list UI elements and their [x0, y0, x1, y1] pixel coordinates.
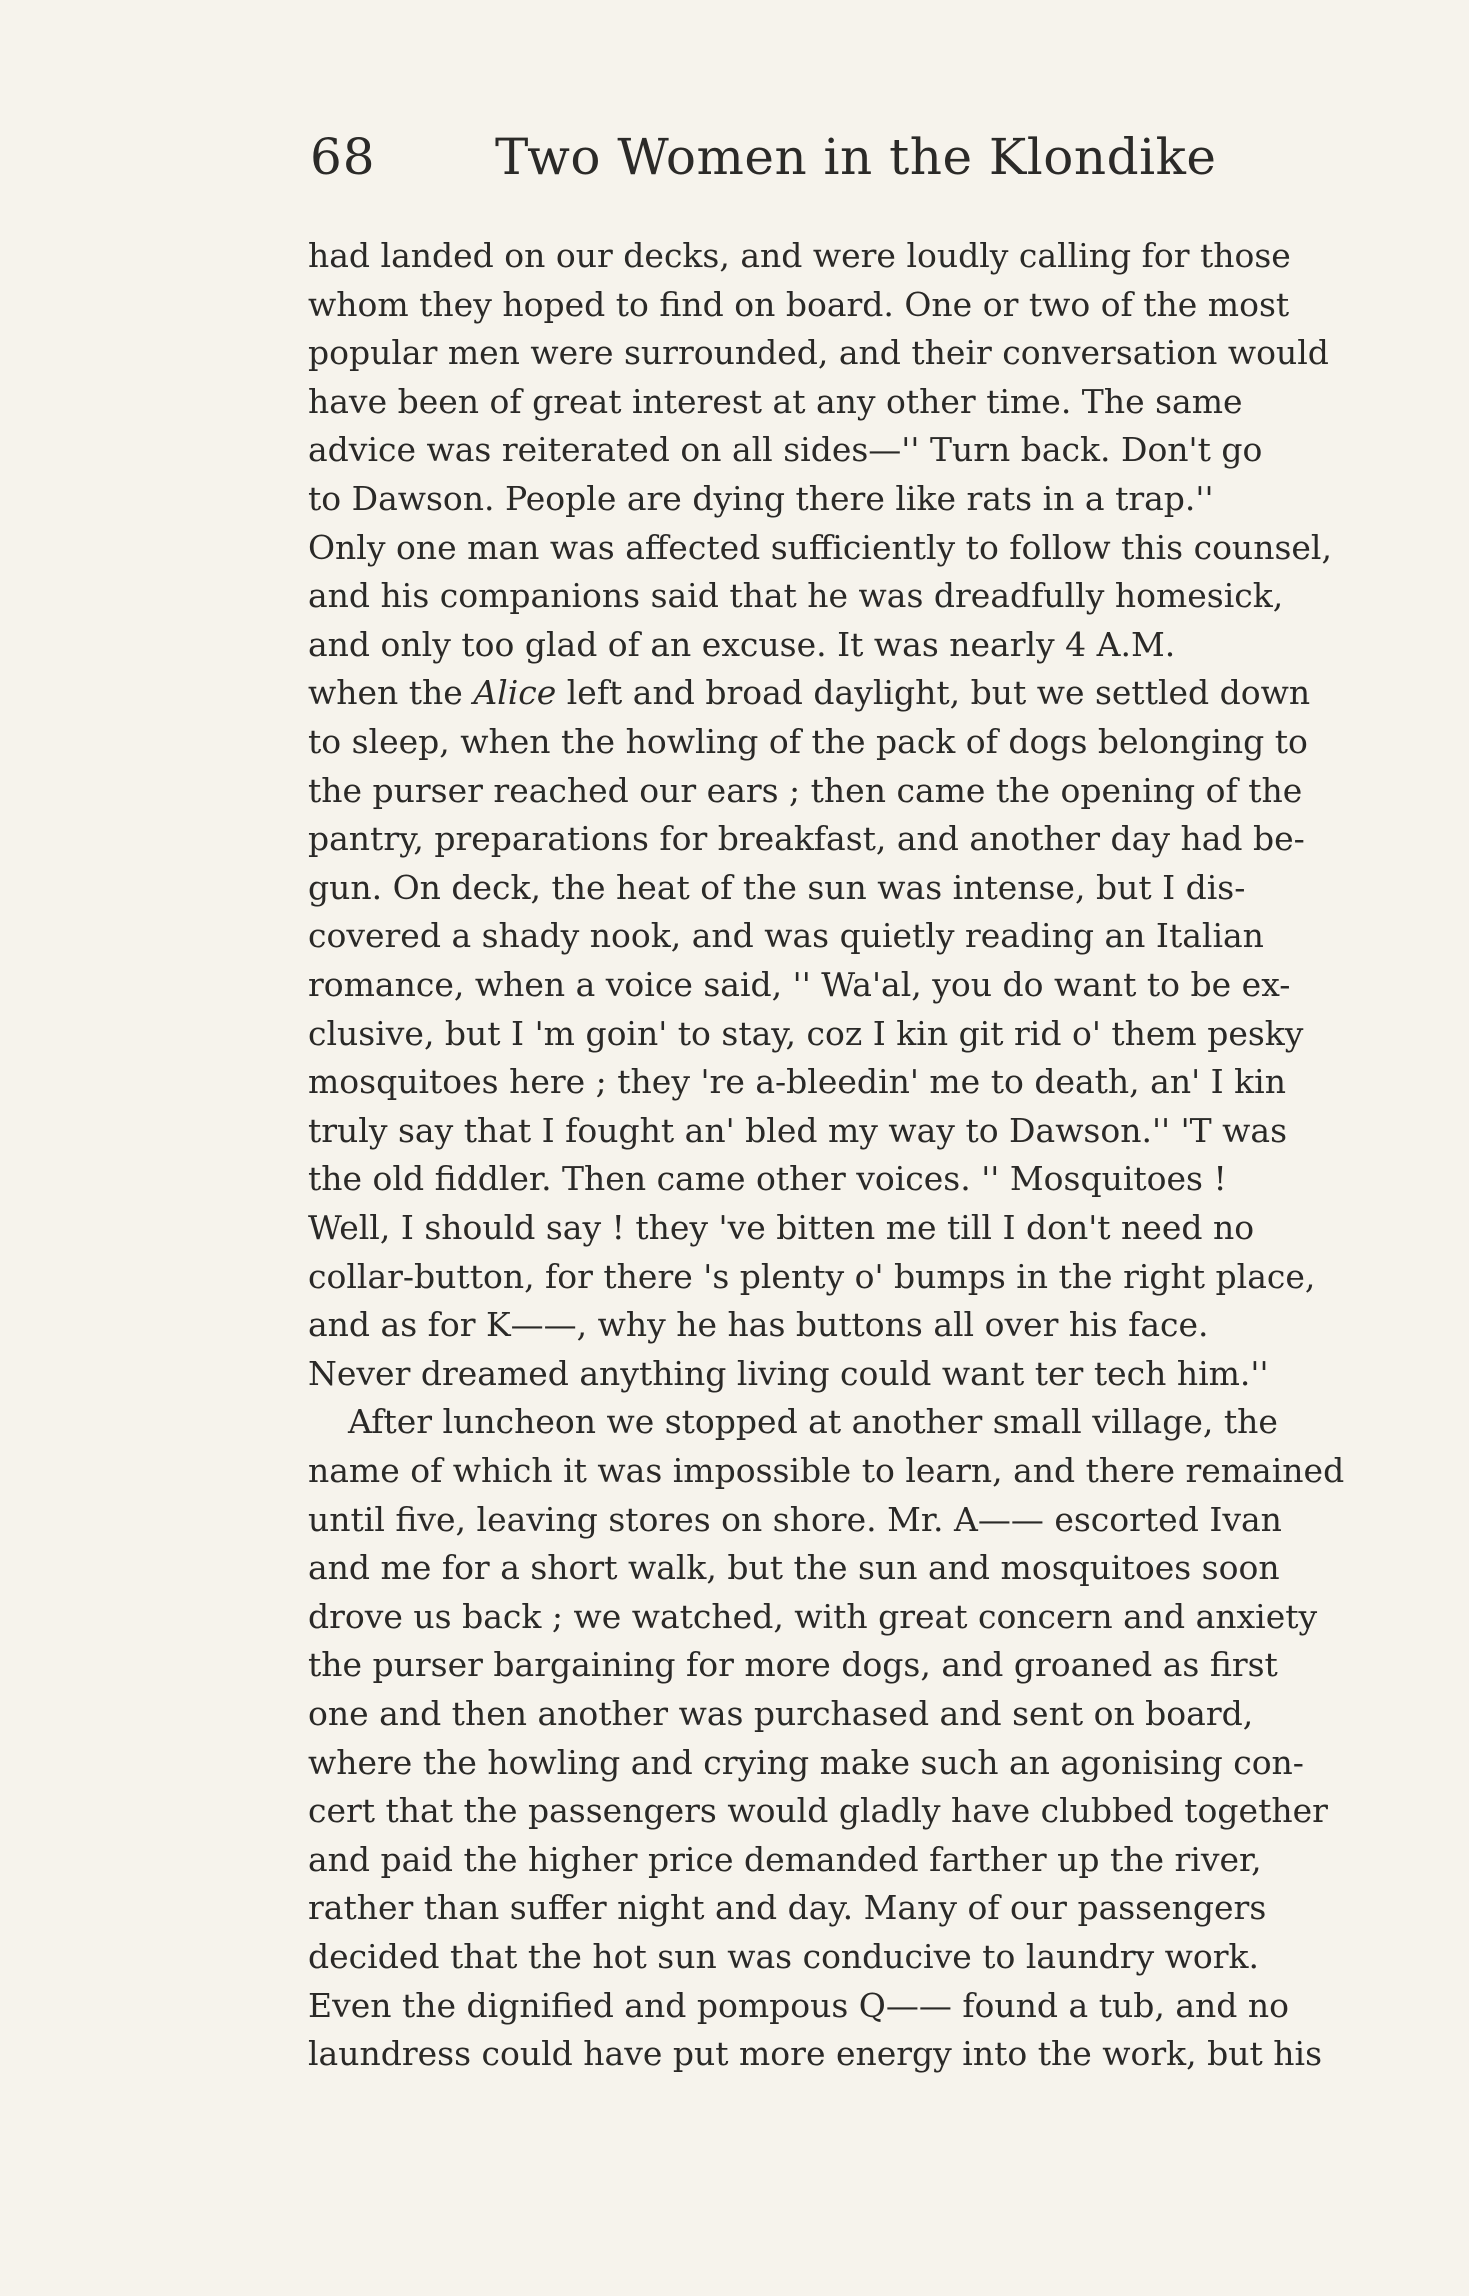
text-line: popular men were surrounded, and their conversation would: [308, 333, 1329, 373]
text-line: and me for a short walk, but the sun and mosquitoes soon: [308, 1548, 1280, 1588]
text-line: mosquitoes here ; they 're a-bleedin' me to death, an' I kin: [308, 1062, 1286, 1102]
text-line: truly say that I fought an' bled my way to Dawson.'' 'T was: [308, 1110, 1288, 1150]
book-title: Two Women in the Klondike: [495, 128, 1217, 186]
text-line: until five, leaving stores on shore. Mr. A—— escorted Ivan: [308, 1499, 1282, 1539]
text-line: and as for K——, why he has buttons all over his face.: [308, 1305, 1209, 1345]
text-line: and only too glad of an excuse. It was nearly 4 A.M.: [308, 624, 1176, 664]
text-line: pantry, preparations for breakfast, and another day had be-: [308, 819, 1305, 859]
text-line: advice was reiterated on all sides—'' Turn back. Don't go: [308, 430, 1263, 470]
text-line: Even the dignified and pompous Q—— found a tub, and no: [308, 1985, 1289, 2025]
text-line: name of which it was impossible to learn, and there remained: [308, 1451, 1345, 1490]
text-line: the purser reached our ears ; then came the opening of the: [308, 770, 1303, 810]
text-line: to Dawson. People are dying there like rats in a trap.'': [308, 479, 1214, 518]
ship-name: Alice: [473, 673, 557, 713]
text-line: romance, when a voice said, '' Wa'al, you do want to be ex-: [308, 965, 1291, 1004]
text-line: decided that the hot sun was conducive to laundry work.: [308, 1937, 1260, 1976]
text-line: laundress could have put more energy into the work, but his: [308, 2034, 1323, 2074]
text-line: to sleep, when the howling of the pack of dogs belonging to: [308, 722, 1308, 761]
text-line: Well, I should say ! they 've bitten me till I don't need no: [308, 1208, 1255, 1247]
text-line: had landed on our decks, and were loudly calling for those: [308, 236, 1291, 275]
text-line: Never dreamed anything living could want ter tech him.'': [308, 1353, 1269, 1393]
text-line: cert that the passengers would gladly have clubbed together: [308, 1791, 1328, 1831]
text-line: drove us back ; we watched, with great concern and anxiety: [308, 1596, 1318, 1636]
page-number: 68: [310, 128, 376, 186]
text-line: covered a shady nook, and was quietly reading an Italian: [308, 916, 1264, 956]
paragraph-start-line: After luncheon we stopped at another small village, the: [348, 1402, 1278, 1442]
text-line: the old fiddler. Then came other voices. '' Mosquitoes !: [308, 1159, 1227, 1199]
text-fragment: when the: [308, 673, 474, 713]
text-line: have been of great interest at any other time. The same: [308, 381, 1243, 421]
text-line: clusive, but I 'm goin' to stay, coz I kin git rid o' them pesky: [308, 1013, 1304, 1053]
text-line: where the howling and crying make such an agonising con-: [308, 1742, 1304, 1782]
text-line: rather than suffer night and day. Many of our passengers: [308, 1888, 1267, 1928]
text-line: and paid the higher price demanded farther up the river,: [308, 1839, 1262, 1879]
text-line: gun. On deck, the heat of the sun was intense, but I dis-: [308, 867, 1246, 907]
text-line: [308, 669, 1310, 717]
text-line: and his companions said that he was dreadfully homesick,: [308, 576, 1284, 616]
text-line: collar-button, for there 's plenty o' bumps in the right place,: [308, 1256, 1316, 1296]
text-line: whom they hoped to find on board. One or two of the most: [308, 284, 1290, 324]
running-head: [310, 122, 1310, 192]
text-line: the purser bargaining for more dogs, and groaned as first: [308, 1645, 1278, 1685]
text-line: Only one man was affected sufficiently to follow this counsel,: [308, 527, 1332, 567]
text-fragment: left and broad daylight, but we settled down: [556, 673, 1311, 713]
text-line: one and then another was purchased and sent on board,: [308, 1694, 1254, 1733]
